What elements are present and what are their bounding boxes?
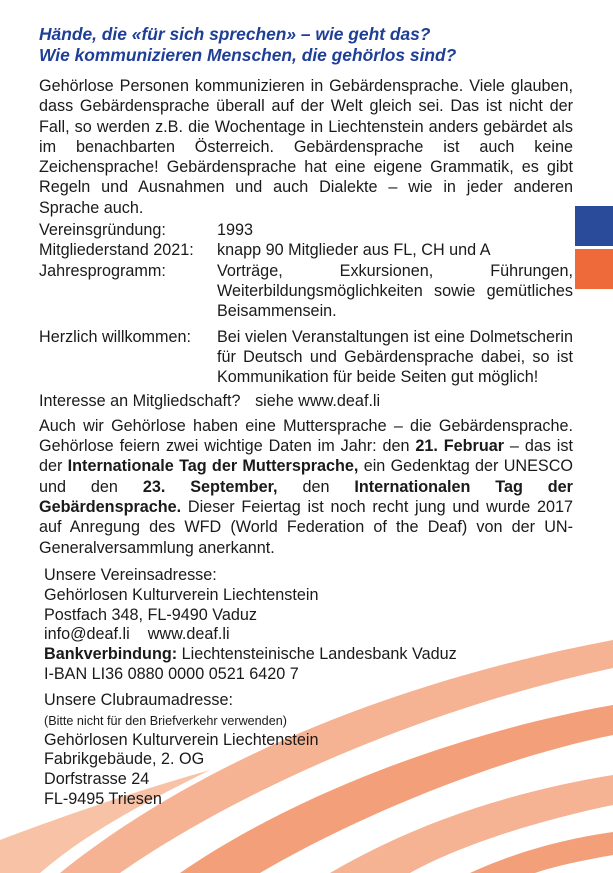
text-segment: – das ist der — [39, 437, 573, 476]
interest-link[interactable]: siehe www.deaf.li — [255, 392, 381, 411]
clubroom-title: Unsere Clubraumadresse: — [44, 690, 233, 709]
clubroom-city: FL-9495 Triesen — [44, 789, 162, 808]
mother-tongue-paragraph — [39, 416, 573, 558]
bank-label: Bankverbindung: — [44, 645, 178, 664]
date-february: 21. Februar — [415, 437, 505, 456]
bank-line — [44, 645, 544, 665]
fact-label: Jahresprogramm: — [39, 261, 166, 280]
mother-language-day: Internationale Tag der Muttersprache, — [67, 457, 359, 476]
contact-line — [44, 625, 544, 645]
heading-line-1: Hände, die «für sich sprechen» – wie geht das? — [39, 24, 431, 44]
fact-label: Mitgliederstand 2021: — [39, 241, 194, 260]
intro-paragraph: Gehörlose Personen kommunizieren in Gebärdensprache. Viele glauben, dass Gebärdensprache überall auf der Welt gleich sei. Das ist nicht der Fall, so werden z.B. die Wochentage in Liechtenstein anders gebärdet als im benachbarten Österreich. Gebärdensprache ist auch keine Zeichensprache! Gebärdensprache hat eine eigene Grammatik, es gibt Regeln und Ausnahmen und auch Dialekte – wie in jeder anderen Sprache auch. — [39, 77, 573, 217]
address-block — [44, 566, 544, 810]
postal-address: Postfach 348, FL-9490 Vaduz — [44, 605, 257, 624]
email-link[interactable]: info@deaf.li — [44, 625, 130, 644]
clubroom-street: Dorfstrasse 24 — [44, 770, 150, 789]
bank-name: Liechtensteinische Landesbank Vaduz — [181, 645, 457, 664]
blue-section-tab — [575, 206, 613, 246]
fact-label: Vereinsgründung: — [39, 221, 166, 240]
page-heading — [39, 24, 573, 66]
text-segment: den — [277, 477, 355, 496]
heading-line-2: Wie kommunizieren Menschen, die gehörlos sind? — [39, 45, 457, 65]
fact-value: Bei vielen Veranstaltungen ist eine Dolmetscherin für Deutsch und Gebärdensprache dabei, so ist Kommunikation für beide Seiten gut möglich! — [217, 327, 573, 387]
facts-list — [39, 220, 573, 387]
sign-language-day: Internationalen Tag der Gebärdensprache. — [39, 477, 573, 516]
date-september: 23. September, — [142, 477, 278, 496]
main-content — [39, 24, 573, 558]
website-link[interactable]: www.deaf.li — [147, 625, 230, 644]
fact-value: 1993 — [217, 221, 254, 240]
fact-value: Vorträge, Exkursionen, Führungen, Weiterbildungsmöglichkeiten sowie gemütliches Beisammensein. — [217, 261, 573, 321]
orange-section-tab — [575, 249, 613, 289]
iban: I-BAN LI36 0880 0000 0521 6420 7 — [44, 664, 299, 683]
interest-label: Interesse an Mitgliedschaft? — [39, 392, 241, 411]
fact-value: knapp 90 Mitglieder aus FL, CH und A — [217, 241, 491, 260]
fact-row-members — [39, 240, 573, 260]
text-segment: ein Gedenktag der UNESCO und den — [39, 457, 573, 496]
membership-interest — [39, 391, 573, 411]
fact-row-program — [39, 261, 573, 322]
clubroom-building: Fabrikgebäude, 2. OG — [44, 750, 205, 769]
fact-label: Herzlich willkommen: — [39, 327, 192, 346]
clubroom-note: (Bitte nicht für den Briefverkehr verwenden) — [44, 713, 287, 728]
text-segment: Dieser Feiertag ist noch recht jung und wurde 2017 auf Anregung des WFD (World Federation of the Deaf) von der UN-Generalversammlung anerkannt. — [39, 497, 573, 557]
clubroom-name: Gehörlosen Kulturverein Liechtenstein — [44, 730, 319, 749]
address-title: Unsere Vereinsadresse: — [44, 566, 217, 584]
association-name: Gehörlosen Kulturverein Liechtenstein — [44, 585, 319, 604]
fact-row-welcome — [39, 327, 573, 388]
fact-row-founded — [39, 220, 573, 240]
text-segment: Auch wir Gehörlose haben eine Muttersprache – die Gebärdensprache. Gehörlose feiern zwei wichtige Daten im Jahr: den — [39, 416, 573, 456]
